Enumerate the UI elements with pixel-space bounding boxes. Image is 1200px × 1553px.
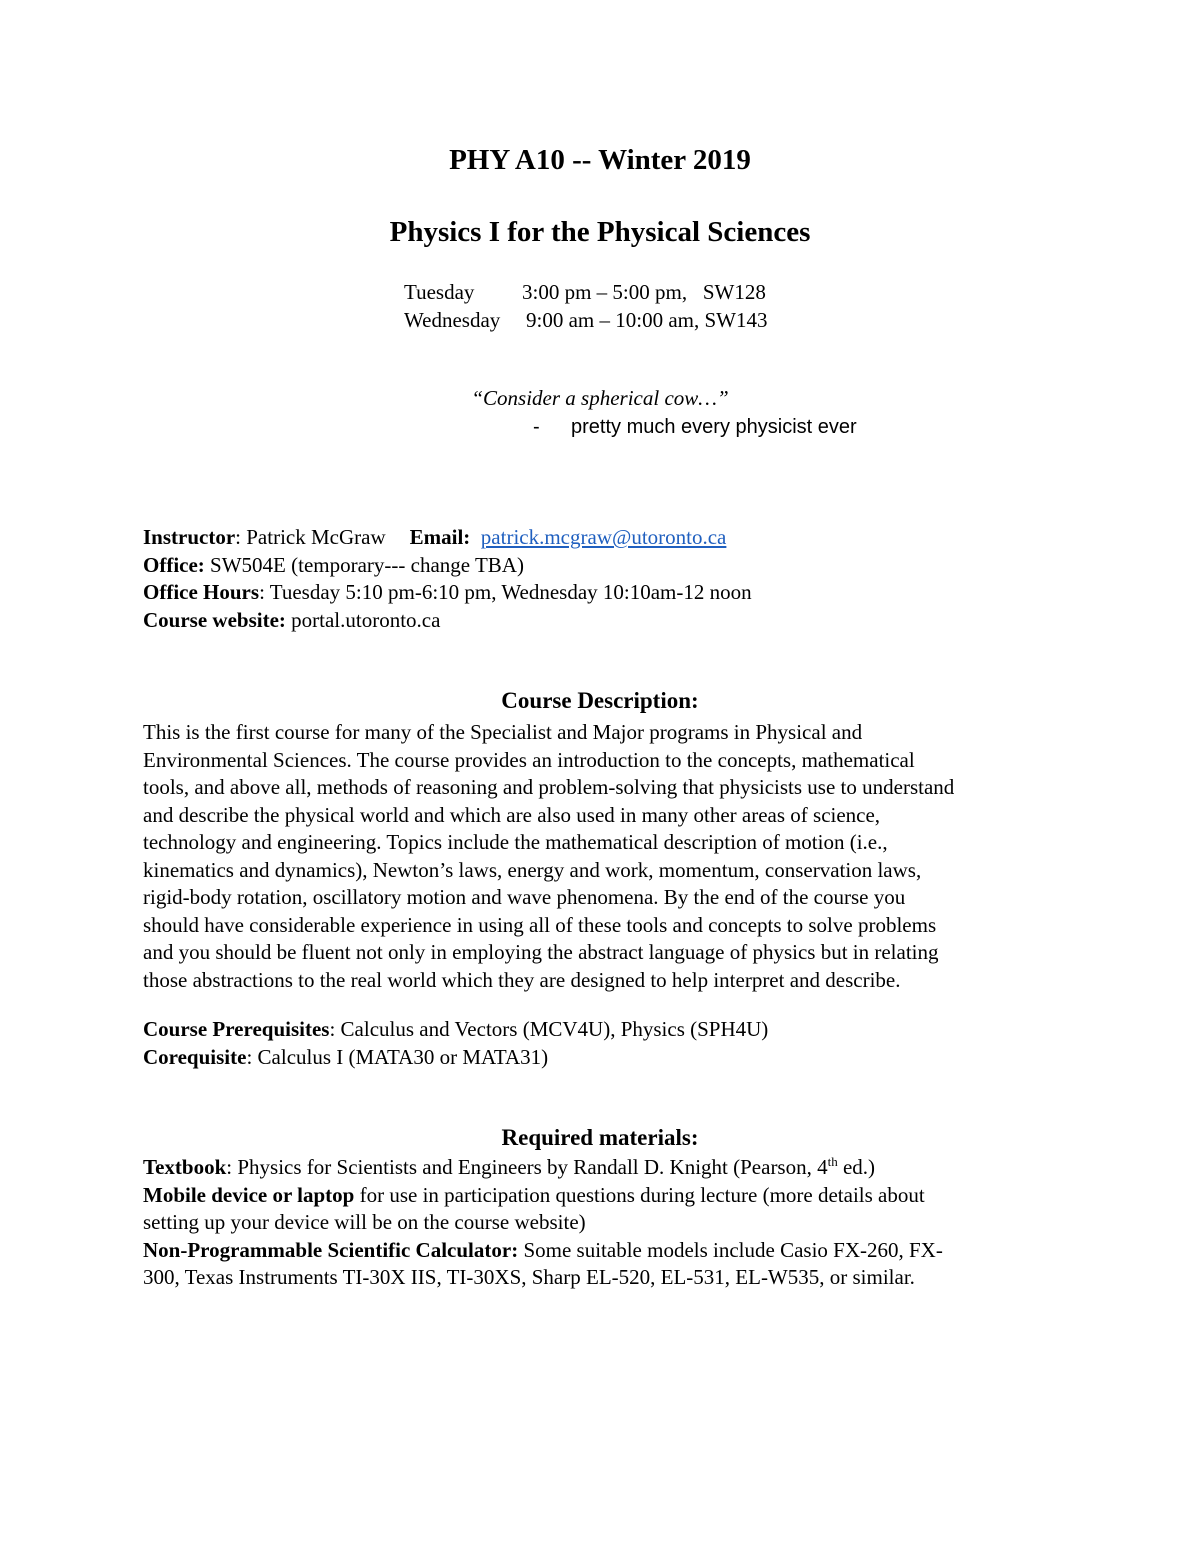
corequisite-line [143,1043,768,1071]
instructor-line [143,524,752,552]
description-line: This is the first course for many of the Specialist and Major programs in Physical and [143,720,863,744]
device-label: Mobile device or laptop [143,1182,355,1207]
office-line [143,552,752,580]
calculator-label: Non-Programmable Scientific Calculator: [143,1237,519,1262]
course-description-heading: Course Description: [501,688,699,713]
device-line-continued: setting up your device will be on the course website) [143,1210,586,1234]
description-line: and describe the physical world and which are also used in many other areas of science, [143,802,881,827]
description-line: technology and engineering. Topics include the mathematical description of motion (i.e., [143,830,888,854]
schedule-row [404,278,767,306]
website-label: Course website: [143,607,286,632]
schedule-time: 9:00 am – 10:00 am, SW143 [526,308,768,332]
textbook-edition-superscript: th [827,1154,838,1169]
required-materials-body [143,1154,1063,1292]
prerequisites-block [143,1015,768,1071]
instructor-name: : Patrick McGraw [235,525,386,549]
office-hours-line [143,579,752,607]
prerequisites-label: Course Prerequisites [143,1017,330,1041]
email-label: Email: [409,525,471,549]
course-info-block [143,524,752,634]
schedule-day: Tuesday [404,280,475,304]
office-label: Office: [143,552,205,577]
description-line: tools, and above all, methods of reasoning and problem-solving that physicists use to understand [143,775,955,799]
email-link[interactable]: patrick.mcgraw@utoronto.ca [480,525,727,549]
schedule-time: 3:00 pm – 5:00 pm, SW128 [522,280,766,304]
class-schedule [404,278,767,334]
calculator-line [143,1237,1063,1265]
epigraph-quote: “Consider a spherical cow…” [471,386,729,410]
course-code-heading: PHY A10 -- Winter 2019 [449,144,751,176]
textbook-value-end: ed.) [837,1155,876,1179]
attribution-dash: - [533,416,540,438]
corequisite-label: Corequisite [143,1045,247,1069]
required-materials-heading: Required materials: [501,1125,699,1150]
prerequisites-value: : Calculus and Vectors (MCV4U), Physics (SPH4U) [329,1017,769,1041]
attribution-text: pretty much every physicist ever [571,416,857,438]
corequisite-value: : Calculus I (MATA30 or MATA31) [246,1045,549,1069]
office-value: SW504E (temporary--- change TBA) [204,552,524,577]
description-line: those abstractions to the real world which they are designed to help interpret and describe. [143,967,901,992]
office-hours-label: Office Hours [143,580,260,604]
description-line: rigid-body rotation, oscillatory motion and wave phenomena. By the end of the course you [143,885,906,909]
calculator-line-continued: 300, Texas Instruments TI-30X IIS, TI-30XS, Sharp EL-520, EL-531, EL-W535, or similar. [143,1265,915,1289]
instructor-label: Instructor [143,525,236,549]
website-value: portal.utoronto.ca [285,607,441,632]
course-description-body [143,719,1063,994]
description-line: should have considerable experience in using all of these tools and concepts to solve problems [143,912,937,937]
calculator-value: Some suitable models include Casio FX-260, FX- [518,1237,943,1262]
prerequisites-line [143,1015,768,1043]
textbook-value: : Physics for Scientists and Engineers by Randall D. Knight (Pearson, 4 [226,1155,828,1179]
office-hours-value: : Tuesday 5:10 pm-6:10 pm, Wednesday 10:10am-12 noon [259,580,752,604]
epigraph-attribution [533,416,857,439]
description-line: and you should be fluent not only in employing the abstract language of physics but in relating [143,940,939,964]
device-line [143,1182,1063,1210]
textbook-label: Textbook [143,1155,227,1179]
description-line: kinematics and dynamics), Newton’s laws, energy and work, momentum, conservation laws, [143,857,922,882]
course-title-heading: Physics I for the Physical Sciences [389,216,811,248]
schedule-day: Wednesday [404,308,501,332]
textbook-line [143,1154,1063,1182]
device-value: for use in participation questions during lecture (more details about [354,1182,925,1207]
description-line: Environmental Sciences. The course provides an introduction to the concepts, mathematical [143,747,915,772]
schedule-row [404,306,767,334]
website-line [143,607,752,635]
